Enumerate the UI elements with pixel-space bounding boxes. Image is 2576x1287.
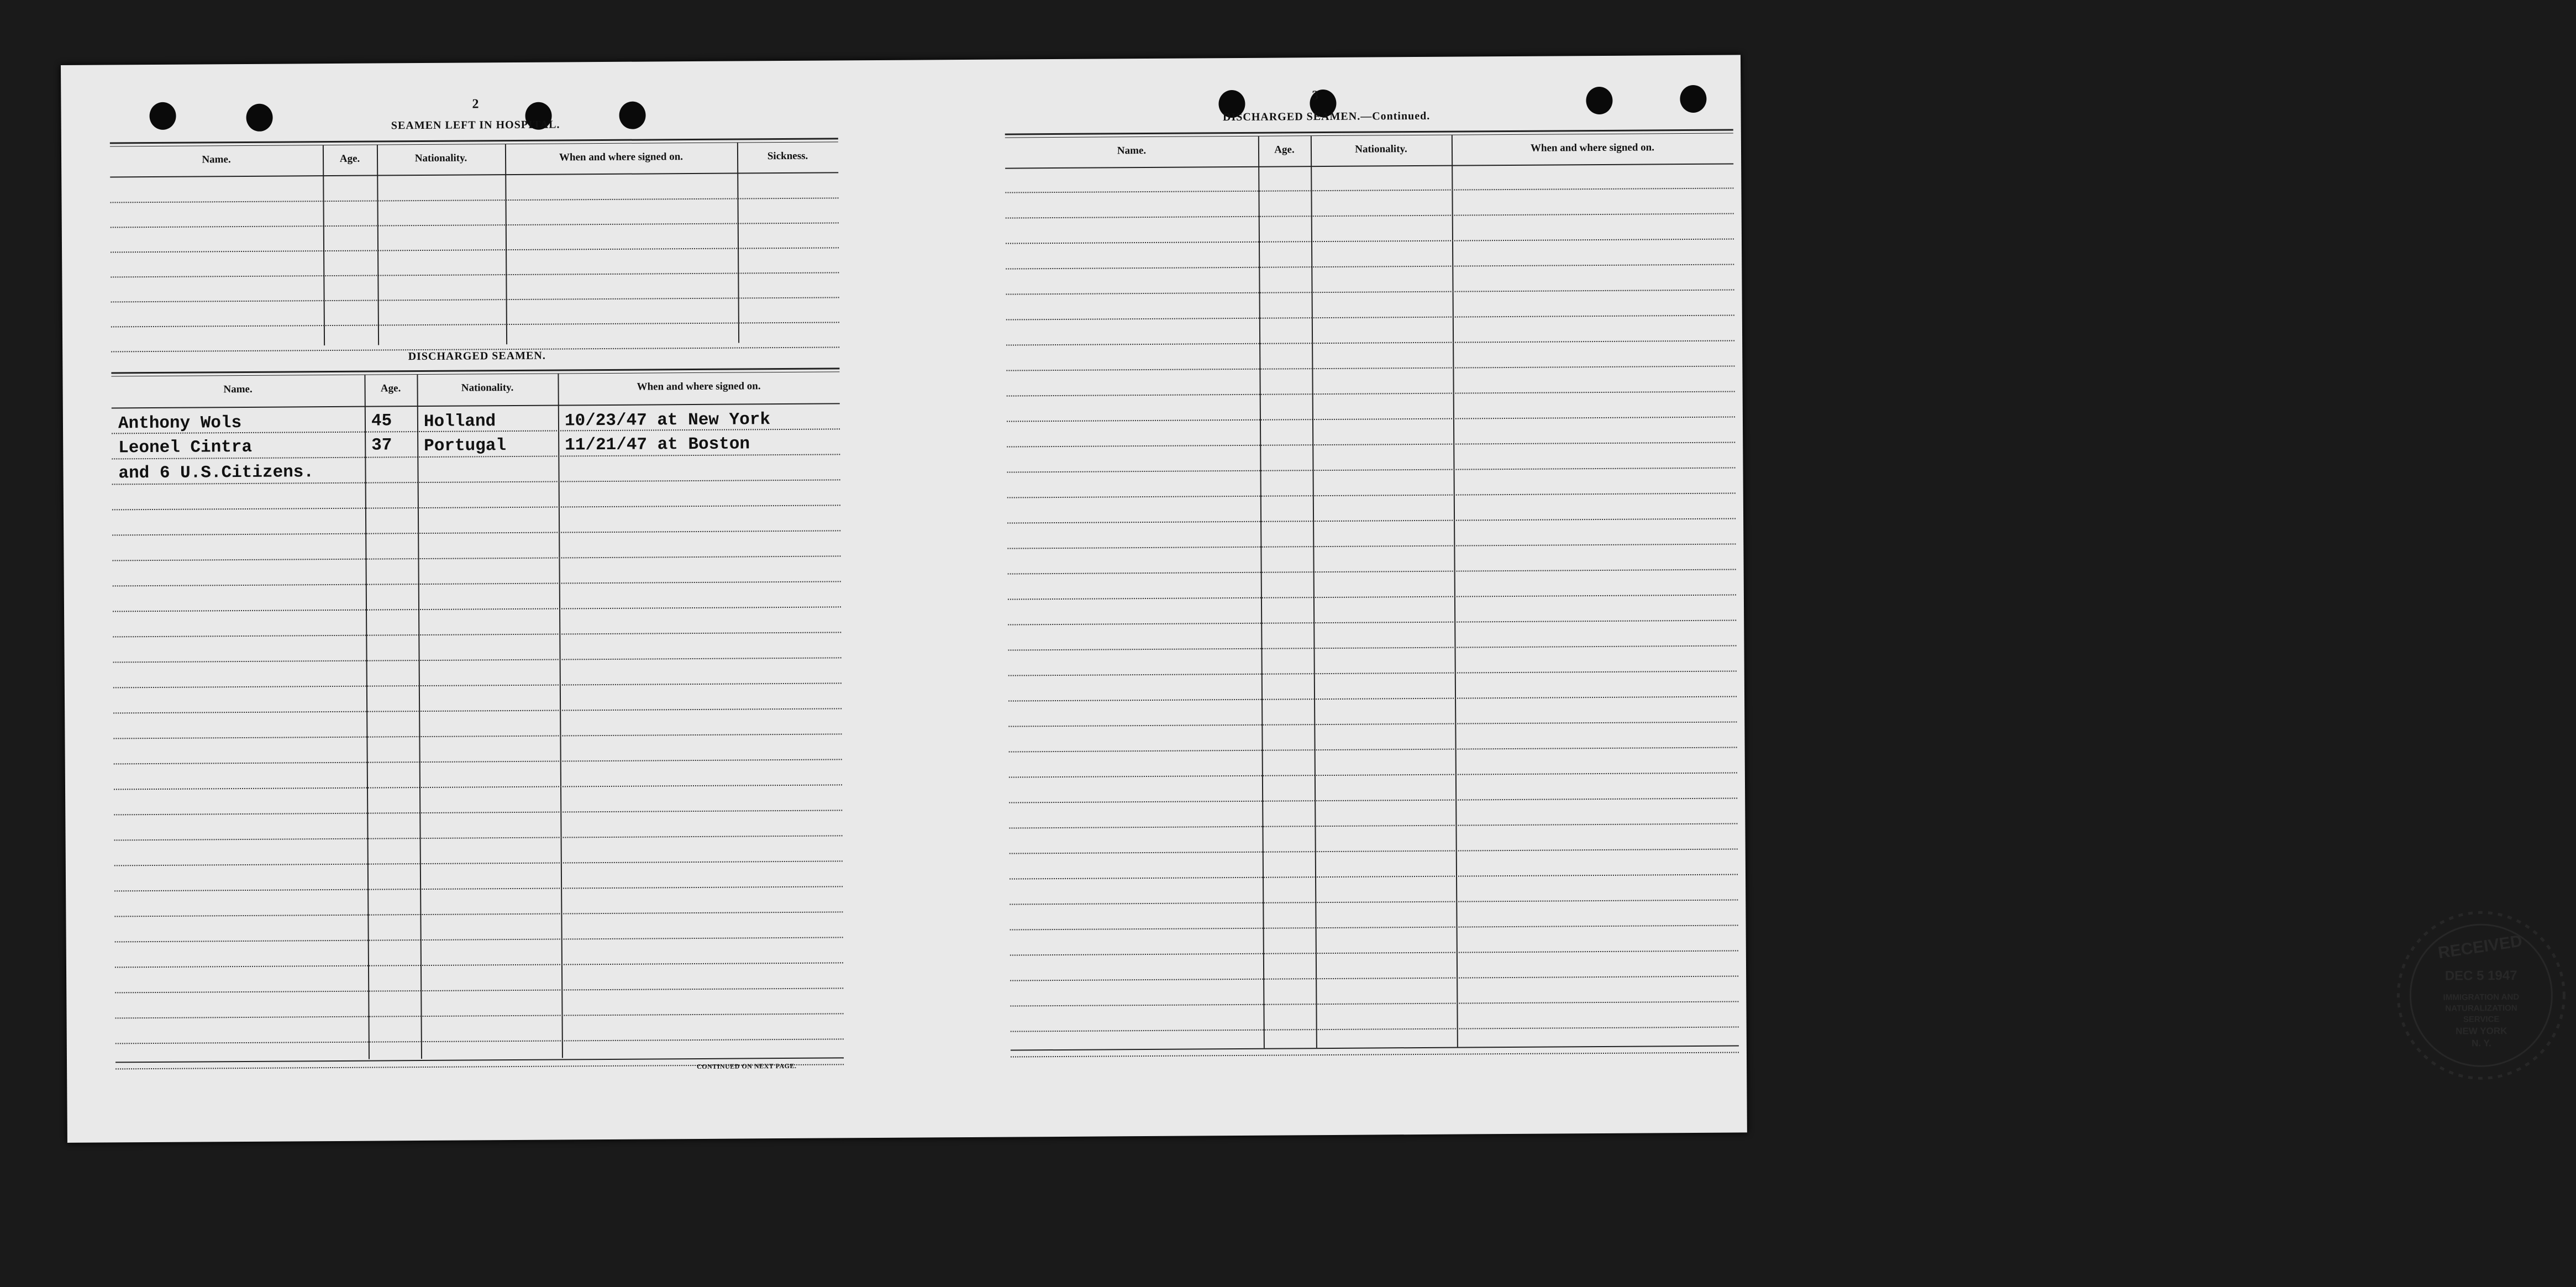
- ruled-line: [114, 911, 843, 917]
- seaman-age: 45: [371, 411, 392, 431]
- ruled-line: [1006, 290, 1734, 295]
- ruled-line: [1008, 696, 1737, 701]
- page-number: 2: [472, 97, 479, 112]
- punch-hole: [1586, 87, 1612, 114]
- col-nationality: Nationality.: [461, 382, 514, 394]
- ruled-line: [1009, 797, 1737, 803]
- ruled-line: [1008, 594, 1736, 600]
- punch-hole: [1680, 85, 1706, 113]
- left-page: [61, 60, 907, 1143]
- seaman-signed-on: 11/21/47 at Boston: [565, 434, 750, 455]
- section-title-discharged-continued: DISCHARGED SEAMEN.—Continued.: [1222, 109, 1431, 124]
- ruled-line: [1009, 823, 1737, 828]
- ruled-line: [113, 657, 842, 663]
- ruled-line: [1007, 543, 1736, 549]
- seaman-signed-on: 10/23/47 at New York: [564, 410, 771, 431]
- scanned-document: [61, 55, 2524, 1143]
- ruled-line: [1008, 645, 1736, 650]
- ruled-line: [1006, 366, 1734, 371]
- ruled-line: [1010, 1001, 1738, 1006]
- ruled-line: [114, 835, 843, 841]
- stamp-received: RECEIVED: [2437, 932, 2524, 963]
- col-age: Age.: [380, 382, 401, 395]
- ruled-line: [1007, 518, 1736, 523]
- ruled-line: [1006, 264, 1734, 270]
- ruled-line: [113, 606, 841, 612]
- ruled-line: [115, 1038, 844, 1044]
- section-title-hospital: SEAMEN LEFT IN HOSPITAL.: [391, 118, 560, 132]
- ruled-line: [114, 759, 842, 764]
- ruled-line: [114, 810, 842, 815]
- section-title-discharged: DISCHARGED SEAMEN.: [408, 349, 546, 363]
- col-name: Name.: [1117, 145, 1147, 157]
- ruled-line: [111, 222, 839, 228]
- received-stamp: [2386, 901, 2575, 1090]
- ruled-line: [112, 505, 840, 510]
- stamp-line1: IMMIGRATION AND: [2443, 992, 2520, 1002]
- ruled-line: [1010, 975, 1738, 981]
- col-age: Age.: [339, 153, 360, 165]
- ruled-line: [111, 197, 839, 203]
- stamp-line3: SERVICE: [2463, 1015, 2500, 1025]
- ruled-line: [1010, 899, 1738, 905]
- ruled-line: [1006, 340, 1734, 346]
- col-age: Age.: [1274, 144, 1295, 156]
- stamp-line4: NEW YORK: [2456, 1025, 2507, 1037]
- col-nationality: Nationality.: [414, 152, 467, 165]
- continued-note: CONTINUED ON NEXT PAGE.: [697, 1062, 797, 1071]
- seaman-nationality: Holland: [423, 412, 496, 432]
- discharged-continued-table: [1005, 129, 1739, 1051]
- ruled-line: [114, 860, 843, 866]
- ruled-line: [1011, 1052, 1739, 1057]
- ruled-line: [1008, 619, 1736, 625]
- ruled-line: [1009, 747, 1737, 752]
- stamp-line5: N. Y.: [2472, 1038, 2491, 1049]
- ruled-line: [115, 1013, 844, 1018]
- col-signed-on: When and where signed on.: [637, 380, 761, 393]
- ruled-line: [1005, 188, 1733, 193]
- seaman-name: Anthony Wols: [118, 413, 242, 434]
- ruled-line: [115, 937, 843, 942]
- ruled-line: [1008, 721, 1737, 727]
- col-name: Name.: [202, 154, 231, 166]
- stamp-line2: NATURALIZATION: [2445, 1003, 2517, 1013]
- ruled-line: [111, 247, 839, 253]
- ruled-line: [1011, 1026, 1739, 1032]
- ruled-line: [115, 987, 843, 993]
- stamp-date: DEC 5 1947: [2444, 968, 2517, 984]
- seaman-nationality: Portugal: [424, 436, 507, 456]
- ruled-line: [1010, 874, 1738, 879]
- ruled-line: [1010, 848, 1738, 854]
- ruled-line: [112, 530, 840, 535]
- ruled-line: [1009, 772, 1737, 778]
- ruled-line: [114, 886, 843, 891]
- ruled-line: [1007, 391, 1735, 397]
- col-sickness: Sickness.: [767, 150, 808, 162]
- page-number: 3: [1312, 88, 1319, 103]
- ruled-line: [1010, 950, 1738, 955]
- col-signed-on: When and where signed on.: [559, 151, 684, 164]
- col-nationality: Nationality.: [1355, 143, 1407, 155]
- ruled-line: [1006, 315, 1734, 321]
- seaman-name: and 6 U.S.Citizens.: [118, 463, 314, 484]
- ruled-line: [1008, 670, 1737, 676]
- punch-hole: [246, 104, 272, 132]
- ruled-line: [1008, 569, 1736, 574]
- ruled-line: [1007, 493, 1736, 498]
- ruled-line: [113, 682, 842, 688]
- discharged-table: [111, 367, 844, 1063]
- ruled-line: [1006, 213, 1734, 219]
- ruled-line: [111, 297, 839, 302]
- ruled-line: [1007, 417, 1735, 422]
- ruled-line: [1010, 924, 1738, 930]
- hospital-table: [110, 138, 839, 348]
- col-name: Name.: [223, 383, 253, 396]
- ruled-line: [113, 708, 842, 713]
- seaman-name: Leonel Cintra: [118, 437, 253, 458]
- right-page: [901, 55, 2524, 1137]
- ruled-line: [115, 962, 843, 968]
- ruled-line: [114, 784, 842, 790]
- ruled-line: [112, 555, 840, 561]
- ruled-line: [1007, 467, 1736, 473]
- ruled-line: [111, 322, 839, 327]
- ruled-line: [1007, 442, 1735, 448]
- ruled-line: [113, 581, 841, 586]
- ruled-line: [1006, 239, 1734, 244]
- punch-hole: [149, 102, 176, 130]
- ruled-line: [111, 272, 839, 277]
- seaman-age: 37: [371, 435, 392, 455]
- col-signed-on: When and where signed on.: [1530, 141, 1655, 154]
- ruled-line: [113, 632, 841, 637]
- ruled-line: [113, 733, 842, 739]
